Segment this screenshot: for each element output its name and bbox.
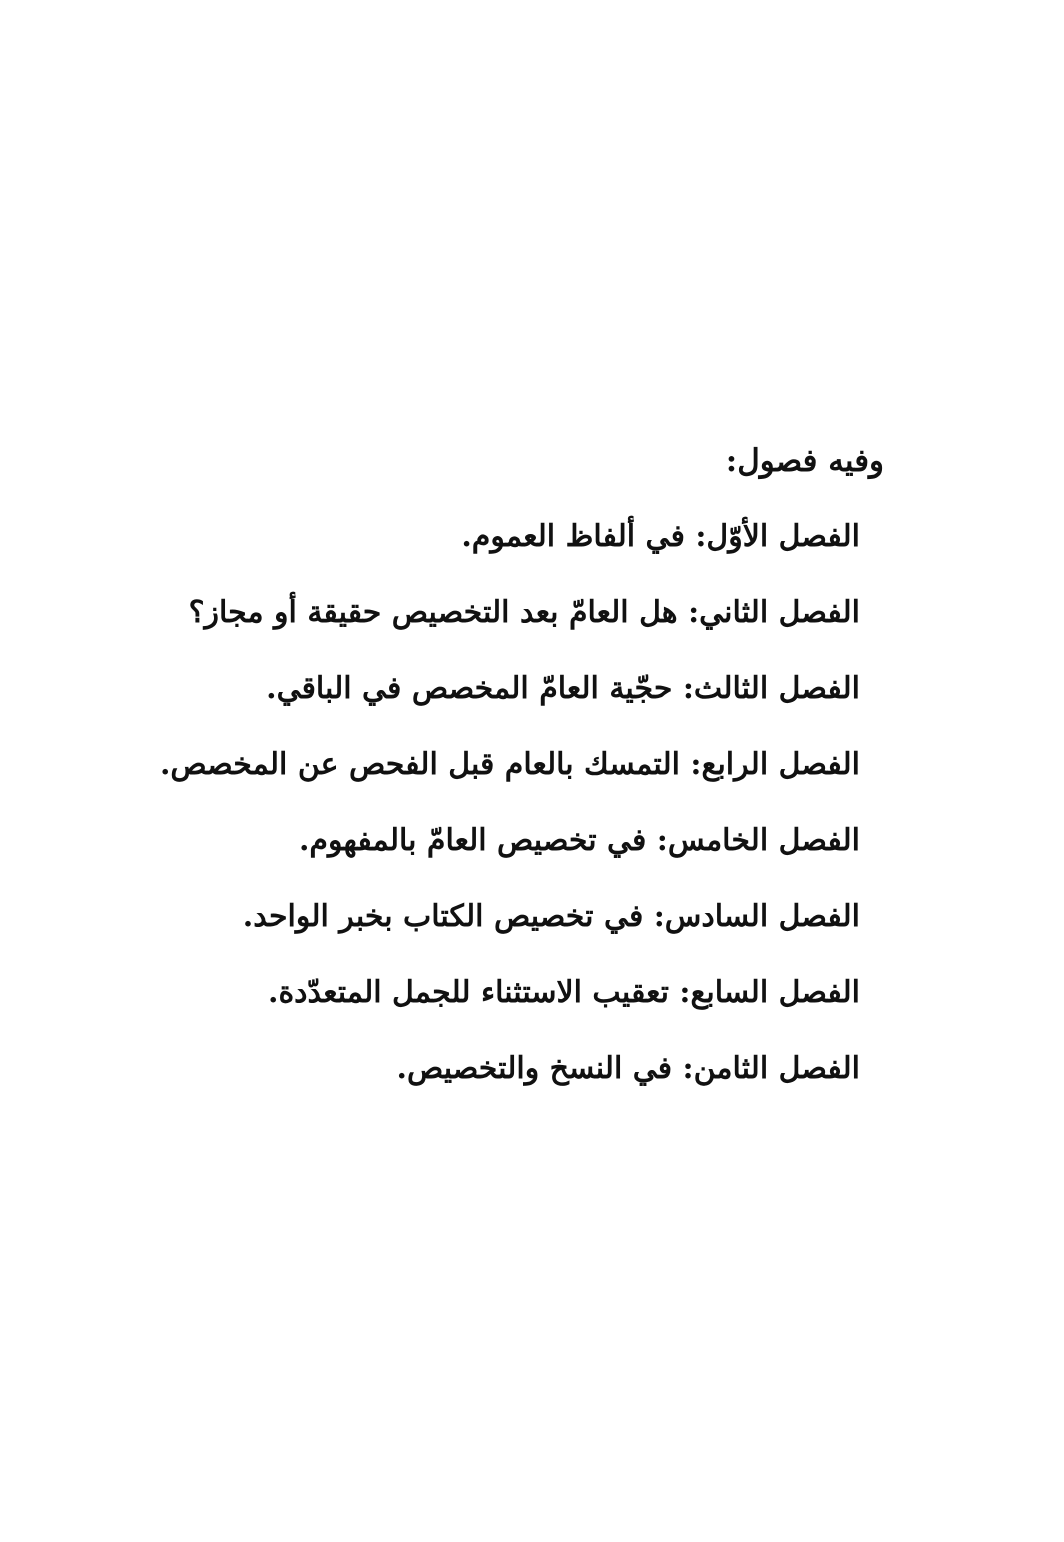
chapter-item: الفصل الأوّل: في ألفاظ العموم.	[461, 519, 860, 554]
chapter-item: الفصل السادس: في تخصيص الكتاب بخبر الواحد.	[242, 899, 860, 934]
chapter-item: الفصل الثامن: في النسخ والتخصيص.	[396, 1051, 860, 1086]
chapter-item: الفصل الثاني: هل العامّ بعد التخصيص حقيقة أو مجاز؟	[188, 595, 860, 630]
chapter-item: الفصل السابع: تعقيب الاستثناء للجمل المتعدّدة.	[268, 975, 860, 1010]
chapter-item: الفصل الخامس: في تخصيص العامّ بالمفهوم.	[298, 823, 860, 858]
chapter-item: الفصل الرابع: التمسك بالعام قبل الفحص عن المخصص.	[159, 747, 860, 782]
chapter-list	[160, 512, 860, 1120]
intro-heading: وفيه فصول:	[725, 443, 884, 479]
chapter-item: الفصل الثالث: حجّية العامّ المخصص في الباقي.	[266, 671, 860, 706]
